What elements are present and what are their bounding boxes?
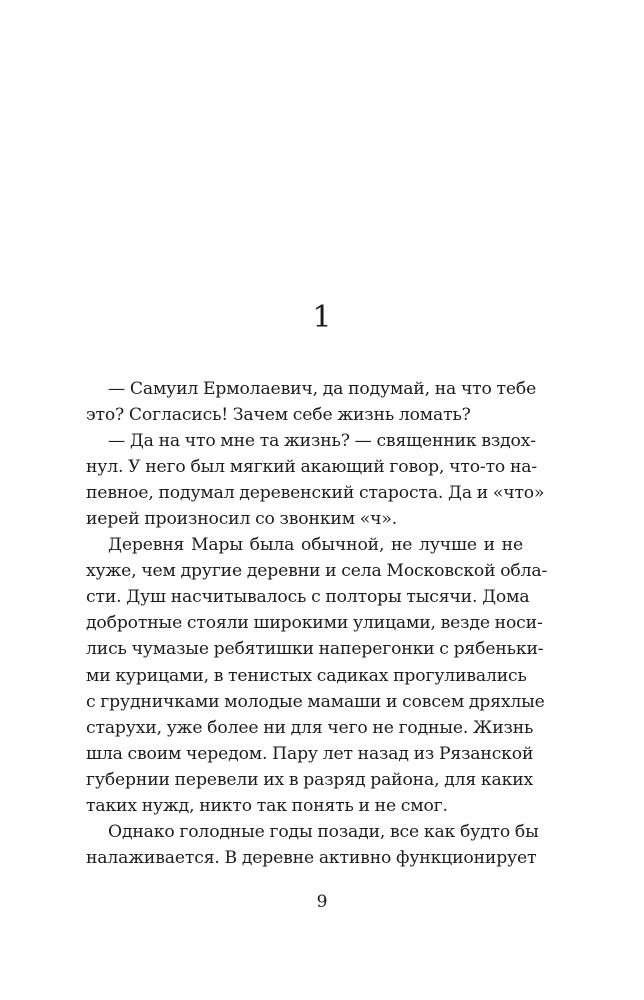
text-line: Однако голодные годы позади, все как будто бы	[108, 821, 539, 842]
page-number: 9	[316, 892, 328, 912]
text-line: налаживается. В деревне активно функционирует	[86, 847, 537, 868]
paragraph	[86, 532, 548, 819]
text-line: сти. Душ насчитывалось с полторы тысячи. Дома	[86, 587, 530, 608]
text-line: — Самуил Ермолаевич, да подумай, на что тебе	[108, 379, 537, 399]
chapter-number: 1	[312, 300, 332, 335]
text-line: иерей произносил со звонким «ч».	[86, 509, 398, 530]
text-line: ми курицами, в тенистых садиках прогуливались	[86, 665, 527, 686]
text-line: — Да на что мне та жизнь? — священник вздох-	[108, 431, 536, 452]
text-line: добротные стояли широкими улицами, везде носи-	[86, 613, 543, 634]
text-line: нул. У него был мягкий акающий говор, что-то на-	[86, 457, 537, 478]
text-line: шла своим чередом. Пару лет назад из Рязанской	[86, 743, 534, 764]
text-line: губернии перевели их в разряд района, для каких	[86, 769, 534, 790]
text-line: старухи, уже более ни для чего не годные. Жизнь	[86, 717, 534, 738]
text-line: с грудничками молодые мамаши и совсем дряхлые	[86, 691, 545, 712]
body-text	[86, 376, 548, 871]
paragraph	[86, 376, 537, 428]
text-line: таких нужд, никто так понять и не смог.	[86, 795, 448, 816]
text-line: это? Согласись! Зачем себе жизнь ломать?	[86, 405, 471, 426]
text-line: хуже, чем другие деревни и села Московской обла-	[86, 561, 548, 582]
paragraph	[86, 428, 545, 532]
paragraph	[86, 819, 539, 871]
text-line: лись чумазые ребятишки наперегонки с рябеньки-	[86, 639, 544, 660]
text-line: певное, подумал деревенский староста. Да и «что»	[86, 483, 545, 504]
text-line: Деревня Мары была обычной, не лучше и не	[108, 535, 523, 556]
